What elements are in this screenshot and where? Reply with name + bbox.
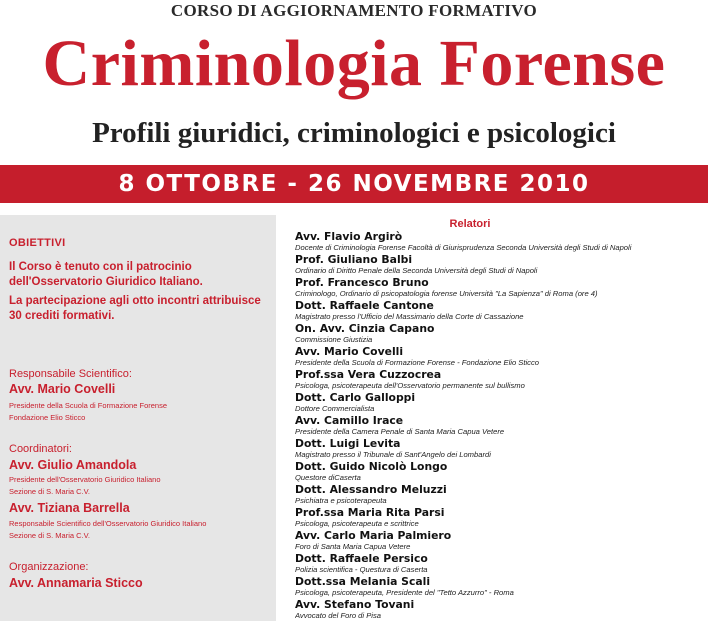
objectives-heading: OBIETTIVI (9, 237, 66, 249)
speaker-description: Polizia scientifica - Questura di Caserta (295, 565, 428, 574)
speaker-description: Psicologa, psicoterapeuta, Presidente del "Tetto Azzurro" - Roma (295, 588, 514, 597)
speaker-description: Docente di Criminologia Forense Facoltà di Giurisprudenza Seconda Università degli Studi di Napoli (295, 243, 632, 252)
coordinator-role: Responsabile Scientifico dell'Osservatorio Giuridico Italiano (9, 519, 207, 528)
speaker-entry (295, 461, 707, 483)
speaker-name: Avv. Mario Covelli (295, 345, 404, 358)
speaker-name: Prof. Francesco Bruno (295, 276, 429, 289)
speaker-name: Avv. Carlo Maria Palmiero (295, 529, 452, 542)
scientific-lead-label: Responsabile Scientifico: (9, 368, 132, 380)
speaker-entry (295, 231, 707, 253)
speaker-entry (295, 576, 707, 598)
speaker-entry (295, 599, 707, 621)
speaker-entry (295, 277, 707, 299)
speaker-entry (295, 300, 707, 322)
coordinator-role: Presidente dell'Osservatorio Giuridico Italiano (9, 475, 161, 484)
speaker-name: Dott.ssa Melania Scali (295, 575, 431, 588)
scientific-lead-name: Avv. Mario Covelli (9, 382, 116, 396)
speaker-name: On. Avv. Cinzia Capano (295, 322, 435, 335)
speaker-description: Presidente della Scuola di Formazione Forense - Fondazione Elio Sticco (295, 358, 539, 367)
course-title: Criminologia Forense (42, 27, 666, 100)
speaker-description: Psicologa, psicoterapeuta e scrittrice (295, 519, 419, 528)
date-band (0, 165, 708, 203)
speaker-name: Dott. Guido Nicolò Longo (295, 460, 448, 473)
speaker-description: Psicologa, psicoterapeuta dell'Osservatorio permanente sul bullismo (295, 381, 525, 390)
coordinator-section: Sezione di S. Maria C.V. (9, 487, 91, 496)
speaker-entry (295, 254, 707, 276)
speaker-name: Prof.ssa Vera Cuzzocrea (295, 368, 442, 381)
speaker-name: Prof.ssa Maria Rita Parsi (295, 506, 445, 519)
speaker-name: Dott. Alessandro Meluzzi (295, 483, 447, 496)
speaker-description: Magistrato presso il Tribunale di Sant'Angelo dei Lombardi (295, 450, 491, 459)
speaker-entry (295, 415, 707, 437)
speaker-description: Psichiatra e psicoterapeuta (295, 496, 387, 505)
speaker-description: Avvocato del Foro di Pisa (295, 611, 381, 620)
speaker-entry (295, 438, 707, 460)
speaker-description: Questore diCaserta (295, 473, 361, 482)
speakers-panel (292, 215, 708, 621)
speaker-description: Commissione Giustizia (295, 335, 373, 344)
course-type-label: CORSO DI AGGIORNAMENTO FORMATIVO (170, 1, 538, 20)
speaker-name: Avv. Flavio Argirò (295, 230, 403, 243)
scientific-lead-foundation: Fondazione Elio Sticco (9, 413, 86, 422)
speaker-name: Dott. Raffaele Persico (295, 552, 428, 565)
objectives-credits: La partecipazione agli otto incontri attribuisce 30 crediti formativi. (9, 295, 261, 322)
coordinators-label: Coordinatori: (9, 443, 72, 455)
speaker-name: Avv. Camillo Irace (295, 414, 404, 427)
speaker-entry (295, 323, 707, 345)
speaker-name: Dott. Carlo Galloppi (295, 391, 416, 404)
speaker-description: Presidente della Camera Penale di Santa Maria Capua Vetere (295, 427, 505, 436)
speaker-description: Foro di Santa Maria Capua Vetere (295, 542, 411, 551)
speaker-entry (295, 507, 707, 529)
speaker-entry (295, 484, 707, 506)
speaker-name: Dott. Raffaele Cantone (295, 299, 434, 312)
speakers-heading: Relatori (449, 218, 491, 230)
course-dates: 8 OTTOBRE - 26 NOVEMBRE 2010 (118, 171, 590, 197)
speaker-entry (295, 553, 707, 575)
course-subtitle: Profili giuridici, criminologici e psicologici (92, 117, 616, 149)
organizer-name: Avv. Annamaria Sticco (9, 576, 143, 590)
coordinator-section: Sezione di S. Maria C.V. (9, 531, 91, 540)
speaker-entry (295, 369, 707, 391)
speaker-entry (295, 530, 707, 552)
coordinator-name: Avv. Giulio Amandola (9, 458, 137, 472)
speaker-entry (295, 392, 707, 414)
organization-label: Organizzazione: (9, 561, 89, 573)
scientific-lead-role: Presidente della Scuola di Formazione Forense (9, 401, 168, 410)
objectives-patronage: Il Corso è tenuto con il patrocinio dell'Osservatorio Giuridico Italiano. (9, 261, 203, 288)
speaker-entry (295, 346, 707, 368)
speaker-description: Dottore Commercialista (295, 404, 375, 413)
speaker-description: Ordinario di Diritto Penale della Seconda Università degli Studi di Napoli (295, 266, 538, 275)
coordinator-name: Avv. Tiziana Barrella (9, 501, 130, 515)
speaker-description: Magistrato presso l'Ufficio del Massimario della Corte di Cassazione (295, 312, 524, 321)
info-panel (0, 215, 276, 621)
speaker-name: Dott. Luigi Levita (295, 437, 401, 450)
speaker-description: Criminologo, Ordinario di psicopatologia forense Università "La Sapienza" di Roma (ore 4) (295, 289, 598, 298)
speaker-name: Avv. Stefano Tovani (295, 598, 415, 611)
speaker-name: Prof. Giuliano Balbi (295, 253, 413, 266)
